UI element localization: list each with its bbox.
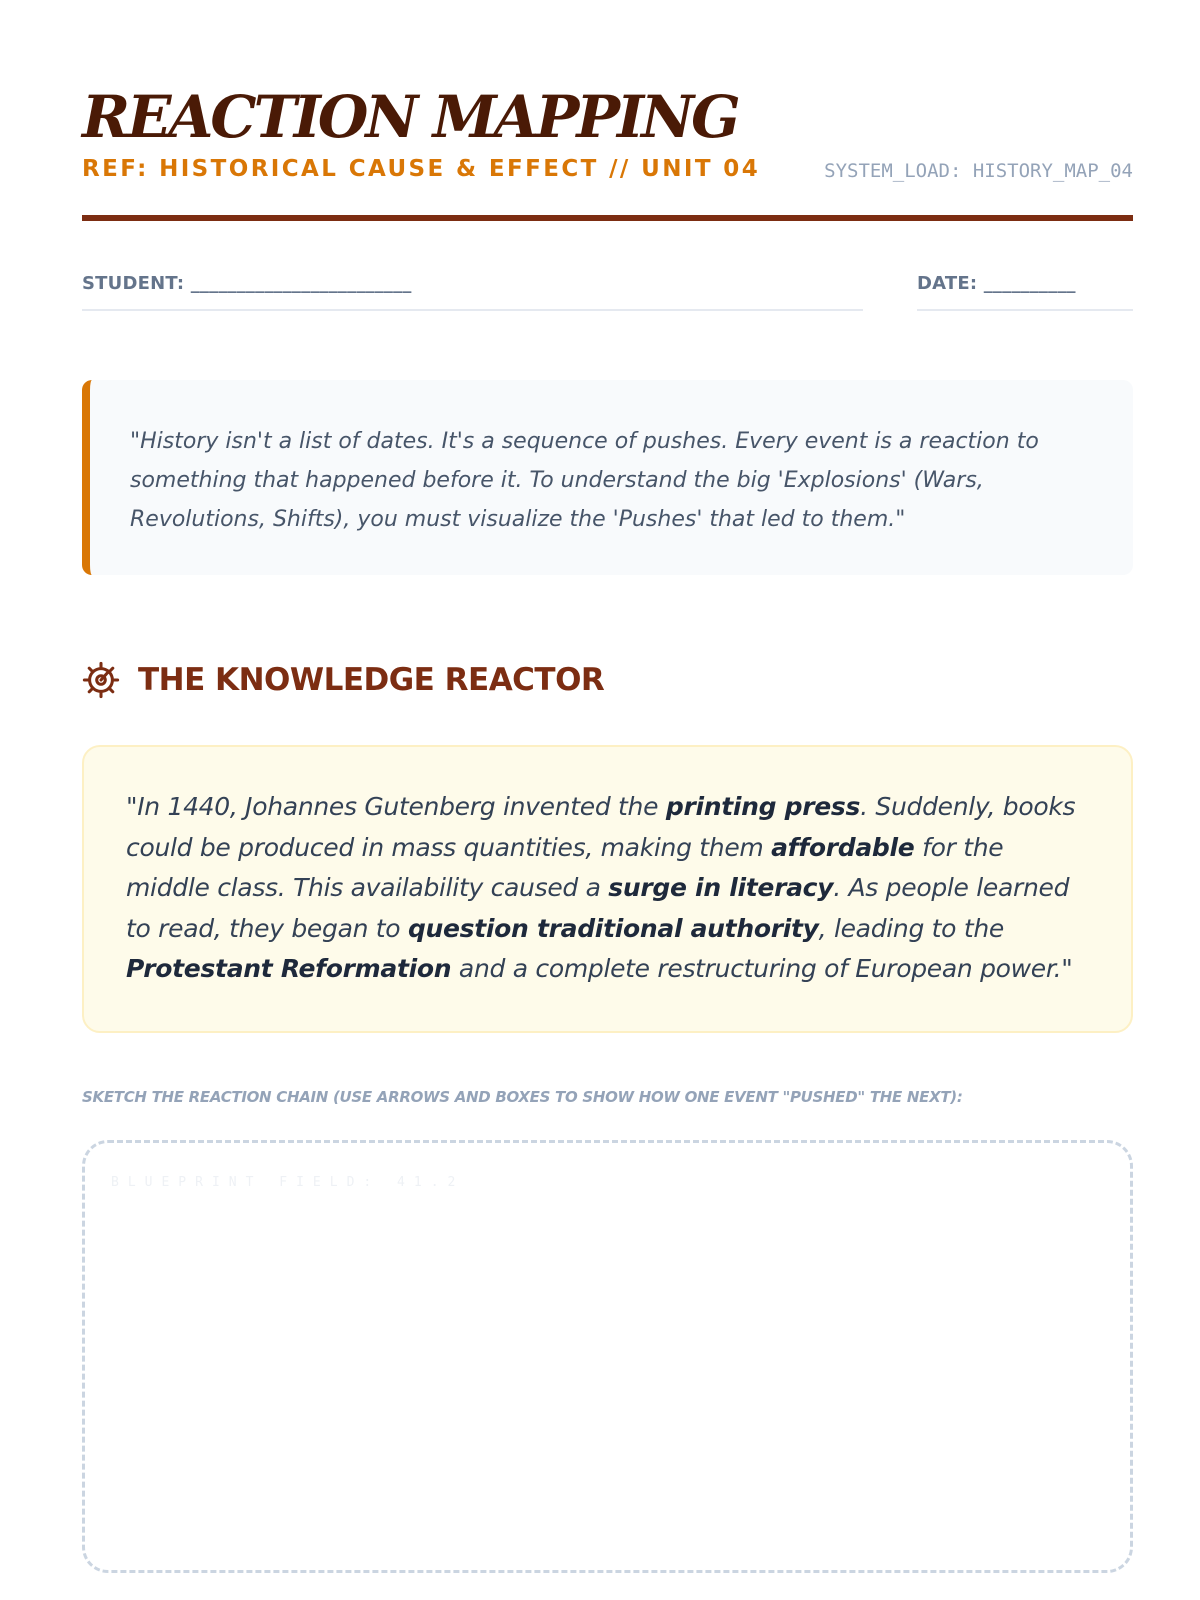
student-label: STUDENT: ________________________	[82, 273, 412, 294]
key-term: printing press	[665, 792, 861, 821]
scenario-text: . As people learned to read, they began to	[126, 873, 1070, 943]
sketch-area[interactable]	[82, 1140, 1133, 1573]
reference-subtitle: REF: HISTORICAL CAUSE & EFFECT // UNIT 04	[82, 156, 761, 182]
intro-quote: "History isn't a list of dates. It's a sequence of pushes. Every event is a reaction to something that happened before it. To understand the big 'Explosions' (Wars, Revolutions, Shifts), you must visualize the 'Pushes' that led to them."	[130, 429, 1039, 532]
key-term: surge in literacy	[608, 873, 834, 902]
reactor-scenario-text	[126, 787, 1093, 990]
scenario-text: "In 1440, Johannes Gutenberg invented the	[126, 792, 666, 821]
date-field[interactable]	[917, 273, 1133, 311]
section-title: THE KNOWLEDGE REACTOR	[138, 662, 605, 698]
worksheet-page	[82, 0, 1133, 1600]
scenario-text: for the middle class. This availability caused a	[126, 832, 1004, 902]
page-title: REACTION MAPPING	[82, 83, 738, 151]
scenario-text: . Suddenly, books could be produced in mass quantities, making them	[126, 792, 1076, 862]
key-term: affordable	[771, 832, 915, 862]
sketch-prompt: SKETCH THE REACTION CHAIN (USE ARROWS AND BOXES TO SHOW HOW ONE EVENT "PUSHED" THE NEXT):	[82, 1088, 963, 1106]
student-name-field[interactable]	[82, 273, 863, 311]
section-heading	[82, 660, 604, 700]
blueprint-watermark: BLUEPRINT FIELD: 41.2	[111, 1175, 465, 1190]
header-divider	[82, 215, 1133, 221]
scenario-text: , leading to the	[818, 913, 1004, 943]
date-label: DATE: __________	[917, 273, 1076, 294]
reactor-scenario-box	[82, 745, 1133, 1033]
gear-icon	[82, 661, 120, 699]
key-term: question traditional authority	[407, 913, 819, 943]
scenario-text: and a complete restructuring of European power."	[451, 954, 1073, 983]
intro-quote-box	[82, 380, 1133, 575]
system-load-tag: SYSTEM_LOAD: HISTORY_MAP_04	[824, 160, 1133, 182]
key-term: Protestant Reformation	[126, 954, 452, 983]
